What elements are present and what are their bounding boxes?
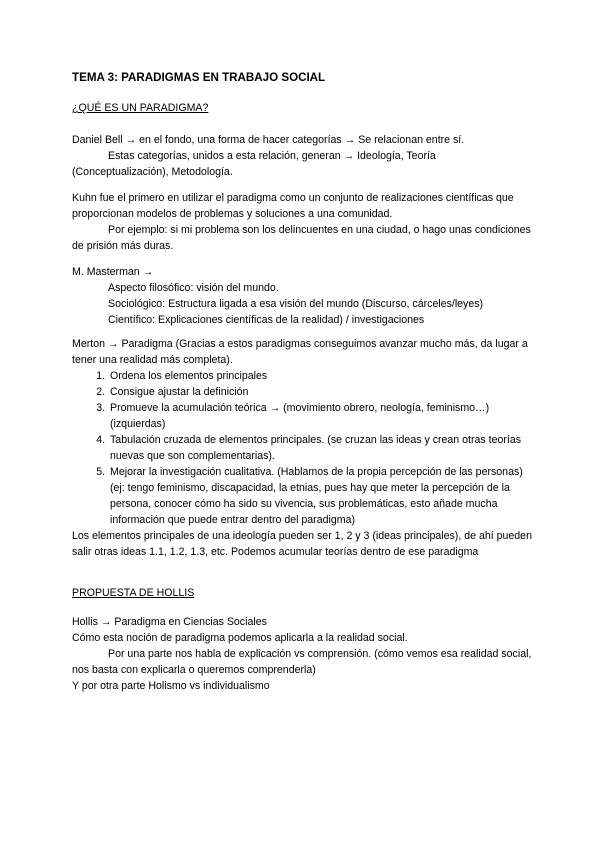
text-line: Estas categorías, unidos a esta relación, generan → Ideología, Teoría (Conceptualización), Metodología. — [72, 150, 436, 178]
text-line: Daniel Bell → en el fondo, una forma de hacer categorías → Se relacionan entre sí. — [72, 134, 465, 146]
text-line: Cómo esta noción de paradigma podemos aplicarla a la realidad social. — [72, 632, 408, 644]
text-line: Kuhn fue el primero en utilizar el paradigma como un conjunto de realizaciones científicas que proporcionan modelos de problemas y soluciones a una comunidad. — [72, 192, 514, 220]
text-line: Científico: Explicaciones científicas de la realidad) / investigaciones — [108, 314, 425, 326]
text-line: Sociológico: Estructura ligada a esa visión del mundo (Discurso, cárceles/leyes) — [108, 298, 484, 310]
paragraph-hollis — [72, 614, 532, 694]
text-line: Por ejemplo: si mi problema son los delincuentes en una ciudad, o hago unas condiciones de prisión más duras. — [72, 224, 531, 252]
text-line: M. Masterman → — [72, 266, 154, 278]
list-item: 3. Promueve la acumulación teórica → (movimiento obrero, neología, feminismo…) (izquierdas) — [108, 400, 532, 432]
text-line: Aspecto filosófico: visión del mundo. — [108, 282, 279, 294]
list-item: 1. Ordena los elementos principales — [108, 368, 532, 384]
numbered-list — [72, 368, 532, 528]
text-line: Por una parte nos habla de explicación vs comprensión. (cómo vemos esa realidad social, nos basta con explicarla o queremos comprenderla) — [72, 648, 532, 676]
section-heading-hollis: PROPUESTA DE HOLLIS — [72, 587, 195, 599]
text-line: Y por otra parte Holismo vs individualismo — [72, 680, 270, 692]
document-title: TEMA 3: PARADIGMAS EN TRABAJO SOCIAL — [72, 71, 326, 84]
text-line: Merton → Paradigma (Gracias a estos paradigmas conseguimos avanzar mucho más, da lugar a tener una realidad más completa). — [72, 338, 528, 366]
paragraph-masterman — [72, 264, 532, 328]
list-item: 4. Tabulación cruzada de elementos principales. (se cruzan las ideas y crean otras teorías nuevas que son complementarias). — [108, 432, 532, 464]
text-line: Los elementos principales de una ideología pueden ser 1, 2 y 3 (ideas principales), de ahí pueden salir otras ideas 1.1, 1.2, 1.3, etc. Podemos acumular teorías dentro de ese paradigma — [72, 530, 532, 558]
paragraph-bell — [72, 132, 532, 180]
text-line: Hollis → Paradigma en Ciencias Sociales — [72, 616, 267, 628]
paragraph-merton — [72, 336, 532, 560]
list-item: 2. Consigue ajustar la definición — [108, 384, 532, 400]
section-heading-paradigm: ¿QUÉ ES UN PARADIGMA? — [72, 102, 209, 114]
list-item: 5. Mejorar la investigación cualitativa. (Hablamos de la propia percepción de las personas) (ej: tengo feminismo, discapacidad, la etnias, pues hay que meter la percepción de la persona, conocer cómo ha sido su vivencia, sus problemáticas, esto añade mucha información que puede entrar dentro del paradigma) — [108, 464, 532, 528]
paragraph-kuhn — [72, 190, 532, 254]
